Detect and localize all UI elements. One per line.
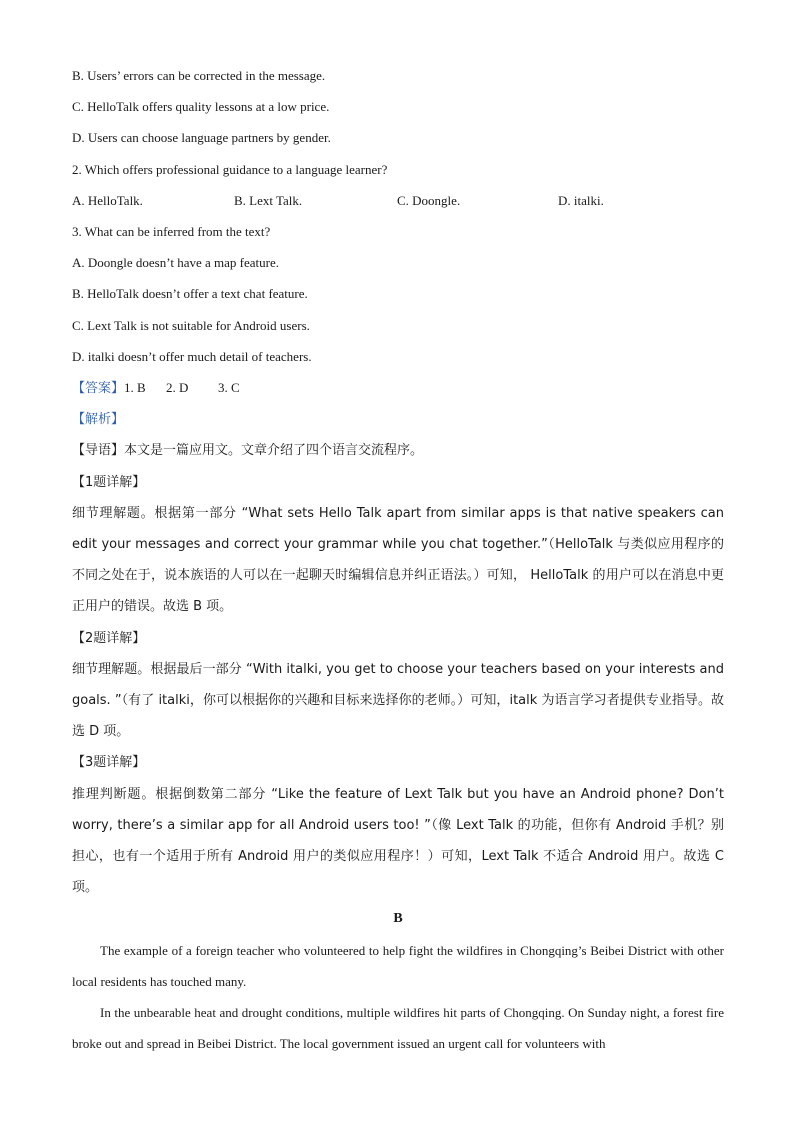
- detail1-label: 【1题详解】: [72, 474, 146, 490]
- q2-option-b: B. Lext Talk.: [234, 192, 303, 208]
- detail3-label: 【3题详解】: [72, 755, 146, 771]
- detail2-text: 细节理解题。根据最后一部分 “With italki, you get to choose your teachers based on your interests and goals. ”（有了 italki，你可以根据你的兴趣和目标来选择你的老师。）可知，italk 为语言学习者提供专业指导。故选 D 项。: [72, 661, 724, 740]
- q3-question: 3. What can be inferred from the text?: [72, 224, 271, 240]
- q2-option-a: A. HelloTalk.: [72, 192, 143, 208]
- q2-option-c: C. Doongle.: [397, 192, 461, 208]
- answer-3: 3. C: [218, 380, 240, 396]
- answer-label: 【答案】: [72, 381, 125, 397]
- intro-line: 【导语】本文是一篇应用文。文章介绍了四个语言交流程序。: [72, 443, 424, 459]
- q2-option-d: D. italki.: [558, 192, 604, 208]
- q3-option-c: C. Lext Talk is not suitable for Android users.: [72, 317, 310, 333]
- q3-option-a: A. Doongle doesn’t have a map feature.: [72, 255, 279, 271]
- detail1-text: 细节理解题。根据第一部分 “What sets Hello Talk apart from similar apps is that native speakers can edit your messages and correct your grammar while you chat together.”（HelloTalk 与类似应用程序的不同之处在于，说本族语的人可以在一起聊天时编辑信息并纠正语法。）可知， HelloTalk 的用户可以在消息中更正用户的错误。故选 B 项。: [72, 505, 724, 615]
- q2-options: [72, 185, 724, 216]
- section-b-paragraph-2: In the unbearable heat and drought conditions, multiple wildfires hit parts of Chongqing. On Sunday night, a forest fire broke out and spread in Beibei District. The local government issued an urgent call for volunteers with: [72, 1005, 724, 1052]
- detail3-text: 推理判断题。根据倒数第二部分 “Like the feature of Lext Talk but you have an Android phone? Don’t worry, there’s a similar app for all Android users too! ”（像 Lext Talk 的功能，但你有 Android 手机？别担心，也有一个适用于所有 Android 用户的类似应用程序！）可知，Lext Talk 不适合 Android 用户。故选 C 项。: [72, 786, 724, 896]
- q3-option-b: B. HelloTalk doesn’t offer a text chat feature.: [72, 286, 308, 302]
- analysis-label: 【解析】: [72, 412, 125, 428]
- section-b-title: B: [393, 911, 403, 927]
- q3-option-d: D. italki doesn’t offer much detail of teachers.: [72, 348, 312, 364]
- q1-option-d: D. Users can choose language partners by gender.: [72, 130, 331, 146]
- q1-option-b: B. Users’ errors can be corrected in the message.: [72, 68, 326, 83]
- section-b-paragraph-1: The example of a foreign teacher who volunteered to help fight the wildfires in Chongqing’s Beibei District with other local residents has touched many.: [72, 942, 724, 989]
- q1-option-c: C. HelloTalk offers quality lessons at a low price.: [72, 99, 330, 115]
- q2-question: 2. Which offers professional guidance to a language learner?: [72, 161, 388, 177]
- answer-1: 1. B: [124, 380, 146, 396]
- answer-2: 2. D: [166, 380, 189, 396]
- document-page: [72, 60, 724, 1060]
- detail2-label: 【2题详解】: [72, 630, 146, 646]
- answer-line: [72, 372, 724, 404]
